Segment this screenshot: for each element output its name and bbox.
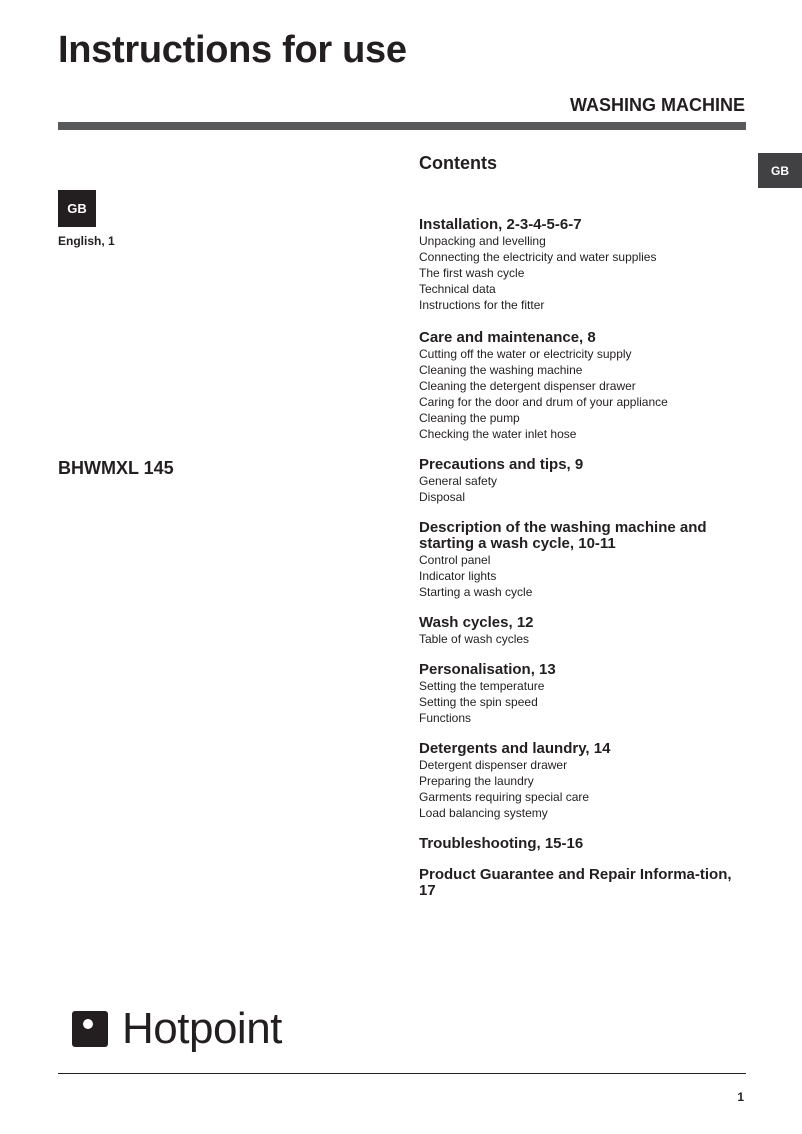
toc-section-title: Troubleshooting, 15-16 xyxy=(419,835,584,852)
toc-section xyxy=(419,330,749,442)
table-of-contents xyxy=(419,202,749,899)
toc-item: Cleaning the pump xyxy=(419,411,520,425)
toc-item: Instructions for the fitter xyxy=(419,298,545,312)
page-number: 1 xyxy=(737,1090,744,1104)
header-rule xyxy=(58,122,746,130)
toc-item: Control panel xyxy=(419,553,491,567)
page-title: Instructions for use xyxy=(58,29,407,71)
toc-item: Caring for the door and drum of your appliance xyxy=(419,395,668,409)
toc-section xyxy=(419,520,749,600)
toc-item: Table of wash cycles xyxy=(419,632,530,646)
toc-item: Checking the water inlet hose xyxy=(419,427,577,441)
toc-section xyxy=(419,662,749,726)
contents-heading: Contents xyxy=(419,153,497,173)
toc-item: General safety xyxy=(419,474,498,488)
toc-item: Disposal xyxy=(419,490,466,504)
model-number: BHWMXL 145 xyxy=(58,458,174,478)
hotpoint-logo-icon xyxy=(72,1011,108,1047)
toc-item: Functions xyxy=(419,711,472,725)
toc-section-title: Detergents and laundry, 14 xyxy=(419,740,611,757)
brand-logo xyxy=(72,1004,282,1054)
brand-name: Hotpoint xyxy=(122,1004,282,1053)
toc-section-title: Precautions and tips, 9 xyxy=(419,456,584,473)
language-badge: GB xyxy=(58,190,96,227)
toc-section xyxy=(419,457,749,505)
toc-item: Load balancing systemy xyxy=(419,806,548,820)
toc-item: Garments requiring special care xyxy=(419,790,590,804)
toc-section xyxy=(419,217,749,313)
footer-rule xyxy=(58,1073,746,1074)
toc-item: Setting the temperature xyxy=(419,679,545,693)
document-subtitle: WASHING MACHINE xyxy=(570,95,745,115)
toc-section xyxy=(419,615,749,647)
toc-section xyxy=(419,836,749,852)
toc-section-title: Care and maintenance, 8 xyxy=(419,329,596,346)
toc-section-title: Product Guarantee and Repair Informa-tion, 17 xyxy=(419,866,732,899)
toc-item: Cleaning the washing machine xyxy=(419,363,583,377)
toc-item: Setting the spin speed xyxy=(419,695,538,709)
toc-item: Unpacking and levelling xyxy=(419,234,546,248)
toc-item: Detergent dispenser drawer xyxy=(419,758,568,772)
toc-item: Starting a wash cycle xyxy=(419,585,533,599)
toc-item: The first wash cycle xyxy=(419,266,525,280)
toc-item: Technical data xyxy=(419,282,496,296)
toc-item: Indicator lights xyxy=(419,569,497,583)
toc-item: Cutting off the water or electricity supply xyxy=(419,347,632,361)
toc-section xyxy=(419,867,749,899)
toc-item: Preparing the laundry xyxy=(419,774,534,788)
toc-section-title: Personalisation, 13 xyxy=(419,661,556,678)
toc-section xyxy=(419,741,749,821)
language-label: English, 1 xyxy=(58,234,115,248)
toc-item: Connecting the electricity and water supplies xyxy=(419,250,657,264)
toc-section-title: Wash cycles, 12 xyxy=(419,614,534,631)
toc-section-title: Description of the washing machine and starting a wash cycle, 10-11 xyxy=(419,519,707,552)
toc-section-title: Installation, 2-3-4-5-6-7 xyxy=(419,216,582,233)
side-language-tab: GB xyxy=(758,153,802,188)
toc-item: Cleaning the detergent dispenser drawer xyxy=(419,379,636,393)
